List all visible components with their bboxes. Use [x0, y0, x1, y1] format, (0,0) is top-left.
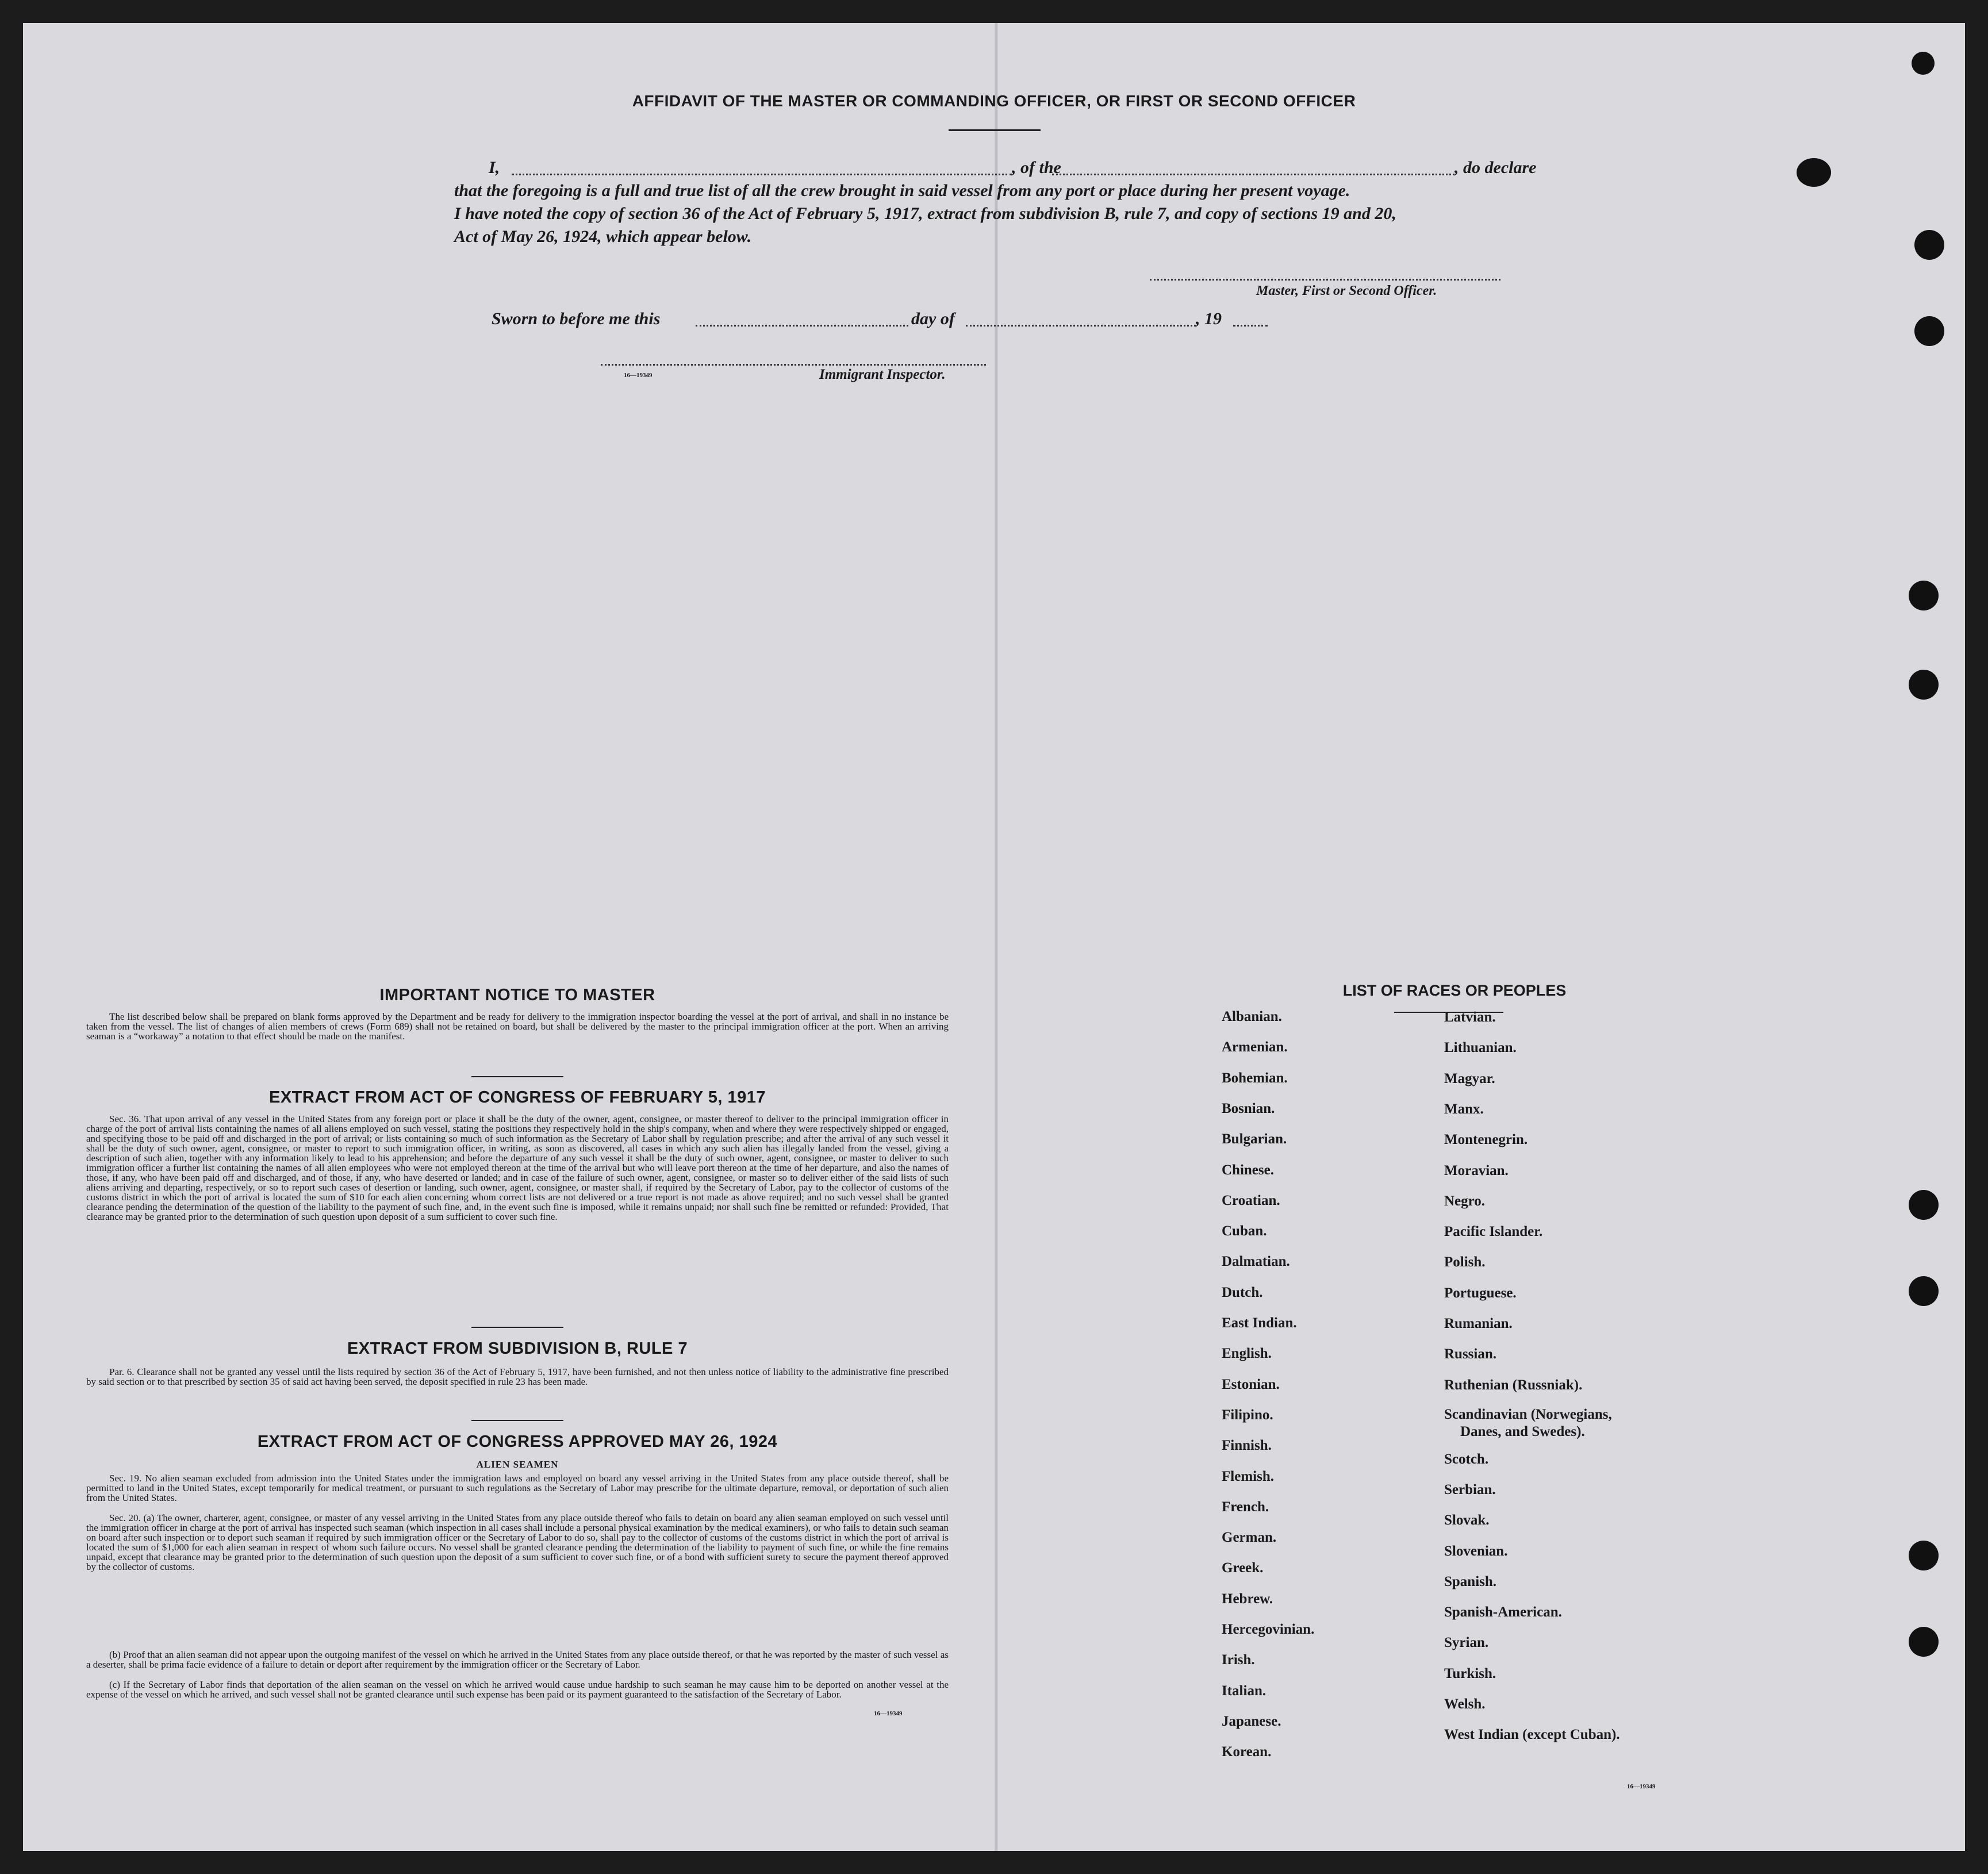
race-item: Polish. [1444, 1254, 1486, 1270]
section-divider [471, 1076, 563, 1077]
inspector-signature-line[interactable] [601, 364, 986, 366]
rule7-text: Par. 6. Clearance shall not be granted any vessel until the lists required by section 36 of the Act of February 5, 1917, have been furnished, and not then unless notice of liability to the administrative fine prescribed by said section or to that prescribed by section 35 of said act having been served, the deposit specified in rule 23 has been made. [86, 1366, 949, 1387]
race-item: Chinese. [1222, 1162, 1274, 1178]
race-item: Japanese. [1222, 1713, 1281, 1729]
extract-1917-title: EXTRACT FROM ACT OF CONGRESS OF FEBRUARY 5, 1917 [268, 1088, 766, 1107]
alien-seamen-subtitle: ALIEN SEAMEN [476, 1459, 559, 1470]
sec-20a-text: Sec. 20. (a) The owner, charterer, agent, consignee, or master of any vessel arriving in the United States from any place outside thereof who fails to detain on board any alien seaman employed on such vessel until the immigration officer in charge at the port of arrival has inspected such seaman (which inspection in all cases shall include a personal physical examination by the medical examiners), or who fails to detain such seaman on board after such inspection or to deport such seaman if required by such immigration officer or the Secretary of Labor to do so, shall pay to the collector of customs of the customs district in which the port of arrival is located the sum of $1,000 for each alien seaman in respect of whom such failure occurs. No vessel shall be granted clearance pending the determination of the liability to payment of such fine, or while the fine remains unpaid, except that clearance may be granted prior to the determination of such question upon the deposit of a sum sufficient to cover such fine, or of a bond with sufficient surety to secure the payment thereof approved by the collector of customs. [86, 1512, 949, 1572]
race-item: West Indian (except Cuban). [1444, 1727, 1620, 1743]
races-title: LIST OF RACES OR PEOPLES [1342, 982, 1567, 999]
race-item: Magyar. [1444, 1070, 1495, 1086]
sworn-label: Sworn to before me this [492, 309, 661, 328]
vessel-name-blank[interactable] [1052, 174, 1454, 175]
binder-hole [1912, 52, 1935, 75]
races-form-number: 16—19349 [1627, 1783, 1656, 1790]
affidavit-form-number: 16—19349 [624, 372, 653, 379]
affidavit-line-2: that the foregoing is a full and true list of all the crew brought in said vessel from any port or place during her present voyage. [454, 181, 1350, 200]
race-item: Scandinavian (Norwegians, [1444, 1406, 1612, 1422]
extract-form-number: 16—19349 [874, 1710, 903, 1717]
race-item: Danes, and Swedes). [1460, 1423, 1585, 1439]
race-item: Filipino. [1222, 1407, 1273, 1423]
race-item: Pacific Islander. [1444, 1224, 1543, 1240]
race-item: Ruthenian (Russniak). [1444, 1377, 1583, 1393]
race-item: Syrian. [1444, 1635, 1489, 1651]
race-item: Korean. [1222, 1744, 1272, 1760]
affidavit-do-declare: , do declare [1454, 158, 1537, 177]
sec-19-text: Sec. 19. No alien seaman excluded from admission into the United States under the immigration laws and employed on board any vessel arriving in the United States from any place outside thereof, shall be permitted to land in the United States, except temporarily for medical treatment, or pursuant to such regulations as the Secretary of Labor may prescribe for the ultimate departure, removal, or deportation of such alien from the United States. [86, 1473, 949, 1503]
signature-line[interactable] [1150, 279, 1500, 281]
race-item: Albanian. [1222, 1009, 1282, 1024]
race-item: Croatian. [1222, 1192, 1280, 1208]
sec-20b-text: (b) Proof that an alien seaman did not appear upon the outgoing manifest of the vessel on which he arrived in the United States from any place outside thereof, or that he was reported by the master of such vessel as a deserter, shall be prima facie evidence of a failure to detain or deport after requirement by the immigration officer or the Secretary of Labor. [86, 1649, 949, 1670]
title-underline [949, 129, 1041, 131]
race-item: German. [1222, 1530, 1277, 1546]
affidavit-title: AFFIDAVIT OF THE MASTER OR COMMANDING OFFICER, OR FIRST OR SECOND OFFICER [632, 92, 1356, 110]
race-item: Latvian. [1444, 1009, 1496, 1025]
race-item: Turkish. [1444, 1665, 1496, 1681]
race-item: Spanish-American. [1444, 1604, 1562, 1620]
binder-hole [1909, 1627, 1939, 1657]
section-divider [471, 1420, 563, 1421]
affidavit-line-4: Act of May 26, 1924, which appear below. [454, 227, 752, 246]
binder-hole [1909, 670, 1939, 700]
year-label: , 19 [1196, 309, 1222, 328]
race-item: Bosnian. [1222, 1100, 1275, 1116]
extract-1917-text: Sec. 36. That upon arrival of any vessel in the United States from any foreign port or place it shall be the duty of the owner, agent, consignee, or master thereof to deliver to the principal immigration officer in charge of the port of arrival lists containing the names of all aliens employed on such vessel, stating the positions they respectively hold in the ship's company, when and where they were respectively shipped or engaged, and specifying those to be paid off and discharged in the port of arrival; or lists containing so much of such information as the Secretary of Labor shall by regulation prescribe; and after the arrival of any such vessel it shall be the duty of such owner, agent, consignee, or master to report to such immigration officer, in writing, as soon as discovered, all cases in which any such alien has illegally landed from the vessel, giving a description of such alien, together with any information likely to lead to his apprehension; and before the departure of any such vessel it shall be the duty of such owner, agent, consignee, or master to deliver to such immigration officer a further list containing the names of all alien employees who were not employed thereon at the time of the arrival but who will leave port thereon at the time of her departure, and also the names of those, if any, who have been paid off and discharged, and of those, if any, who have deserted or landed; and in case of the failure of such owner, agent, consignee, or master so to deliver either of the said lists of such aliens arriving and departing, respectively, or so to report such cases of desertion or landing, such owner, agent, consignee, or master shall, if required by the Secretary of Labor, pay to the collector of customs of the customs district in which the port of arrival is located the sum of $10 for each alien concerning whom correct lists are not delivered or a true report is not made as above required; and no such vessel shall be granted clearance pending the determination of the question of the liability to the payment of such fine, and, in the event such fine is imposed, while it remains unpaid; nor shall such fine be remitted or refunded: Provided, That clearance may be granted prior to the determination of such question upon deposit of a sum sufficient to cover such fine. [86, 1113, 949, 1222]
declarant-name-blank[interactable] [512, 174, 1012, 175]
race-item: Rumanian. [1444, 1316, 1513, 1331]
race-item: Estonian. [1222, 1376, 1280, 1392]
page-fold [995, 23, 998, 1851]
binder-hole [1914, 316, 1944, 346]
race-item: Portuguese. [1444, 1285, 1517, 1301]
race-item: Flemish. [1222, 1468, 1274, 1484]
race-item: East Indian. [1222, 1315, 1297, 1331]
race-item: Negro. [1444, 1193, 1486, 1209]
race-item: Irish. [1222, 1652, 1255, 1668]
race-item: Russian. [1444, 1346, 1497, 1362]
sec-20c-text: (c) If the Secretary of Labor finds that deportation of the alien seaman on the vessel on which he arrived would cause undue hardship to such seaman he may cause him to be deported on another vessel at the expense of the vessel on which he arrived, and such vessel shall not be granted clearance until such expense has been paid or its payment guaranteed to the satisfaction of the Secretary of Labor. [86, 1679, 949, 1700]
race-item: Serbian. [1444, 1481, 1496, 1497]
race-item: Scotch. [1444, 1451, 1489, 1467]
section-divider [471, 1327, 563, 1328]
year-blank[interactable] [1233, 325, 1268, 327]
race-item: Lithuanian. [1444, 1040, 1517, 1056]
race-item: Welsh. [1444, 1696, 1486, 1712]
race-item: Slovak. [1444, 1512, 1490, 1529]
day-of-label: day of [911, 309, 955, 328]
race-item: English. [1222, 1346, 1272, 1362]
race-item: Montenegrin. [1444, 1132, 1528, 1148]
race-item: Dalmatian. [1222, 1254, 1290, 1270]
race-item: Finnish. [1222, 1438, 1272, 1454]
binder-hole [1909, 1276, 1939, 1306]
binder-hole [1797, 158, 1831, 187]
race-item: Moravian. [1444, 1162, 1509, 1178]
race-item: Manx. [1444, 1101, 1484, 1117]
binder-hole [1914, 230, 1944, 260]
rule7-title: EXTRACT FROM SUBDIVISION B, RULE 7 [347, 1339, 688, 1358]
sworn-month-blank[interactable] [966, 325, 1196, 327]
race-item: Greek. [1222, 1560, 1264, 1576]
notice-text: The list described below shall be prepared on blank forms approved by the Department and be ready for delivery to the immigration inspector boarding the vessel at the port of arrival, and shall in no instance be taken from the vessel. The list of changes of alien members of crews (Form 689) shall not be retained on board, but shall be delivered by the master to the principal immigration officer at the port. When an arriving seaman is a “workaway” a notation to that effect should be made on the manifest. [86, 1011, 949, 1042]
race-item: Hebrew. [1222, 1591, 1273, 1607]
binder-hole [1909, 581, 1939, 610]
affidavit-line-3: I have noted the copy of section 36 of the Act of February 5, 1917, extract from subdivision B, rule 7, and copy of sections 19 and 20, [454, 204, 1396, 223]
race-item: Bulgarian. [1222, 1131, 1287, 1147]
sworn-day-blank[interactable] [696, 325, 908, 327]
binder-hole [1909, 1190, 1939, 1220]
notice-title: IMPORTANT NOTICE TO MASTER [379, 986, 655, 1004]
race-item: Cuban. [1222, 1223, 1267, 1239]
document-page [23, 23, 1965, 1851]
race-item: French. [1222, 1499, 1269, 1515]
extract-1924-title: EXTRACT FROM ACT OF CONGRESS APPROVED MAY 26, 1924 [257, 1433, 778, 1451]
race-item: Italian. [1222, 1683, 1267, 1699]
race-item: Dutch. [1222, 1284, 1263, 1300]
race-item: Spanish. [1444, 1573, 1497, 1589]
inspector-label: Immigrant Inspector. [819, 367, 946, 382]
signature-label: Master, First or Second Officer. [1256, 283, 1437, 298]
race-item: Armenian. [1222, 1039, 1288, 1055]
race-item: Bohemian. [1222, 1070, 1288, 1086]
binder-hole [1909, 1541, 1939, 1570]
race-item: Slovenian. [1444, 1543, 1508, 1559]
affidavit-i-label: I, [489, 158, 500, 177]
race-item: Hercegovinian. [1222, 1622, 1315, 1637]
affidavit-of-the: , of the [1012, 158, 1061, 177]
